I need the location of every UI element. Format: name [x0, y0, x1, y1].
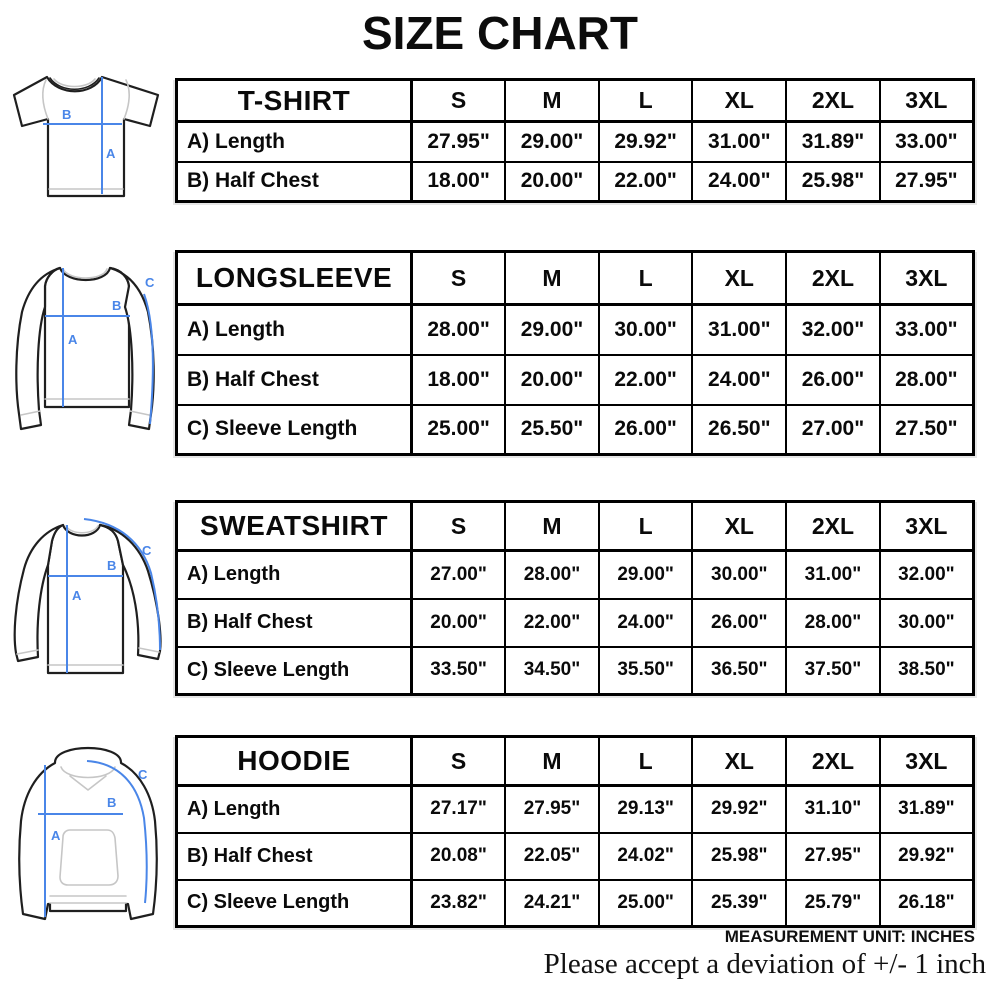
size-header: M: [505, 737, 599, 786]
measurement-label: C) Sleeve Length: [177, 647, 412, 695]
measurement-value: 20.00": [505, 355, 599, 405]
measurement-value: 18.00": [412, 162, 506, 202]
size-header: XL: [692, 502, 786, 551]
measurement-value: 29.00": [505, 122, 599, 162]
size-header: S: [412, 80, 506, 122]
size-table: [175, 500, 975, 696]
measurement-label: A) Length: [177, 786, 412, 833]
measurement-value: 27.95": [412, 122, 506, 162]
measurement-label: A) Length: [177, 305, 412, 355]
size-header: S: [412, 502, 506, 551]
size-header: 3XL: [880, 80, 974, 122]
size-header: M: [505, 252, 599, 305]
sweatshirt-size-table-wrap: [175, 500, 975, 696]
size-table: [175, 78, 975, 203]
measurement-value: 24.00": [599, 599, 693, 647]
measurement-label: B) Half Chest: [177, 355, 412, 405]
measurement-value: 30.00": [692, 551, 786, 599]
size-header-row: [177, 252, 974, 305]
table-row: [177, 405, 974, 455]
measurement-unit-note: MEASUREMENT UNIT: INCHES: [724, 927, 975, 946]
measurement-value: 31.89": [786, 122, 880, 162]
hoodie-size-table-wrap: [175, 735, 975, 928]
measurement-value: 26.00": [692, 599, 786, 647]
size-header: 2XL: [786, 80, 880, 122]
measure-label-a: A: [72, 588, 82, 603]
size-header: L: [599, 252, 693, 305]
measurement-value: 37.50": [786, 647, 880, 695]
measurement-value: 33.00": [880, 305, 974, 355]
measurement-value: 28.00": [786, 599, 880, 647]
measurement-value: 24.02": [599, 833, 693, 880]
measurement-value: 36.50": [692, 647, 786, 695]
measurement-value: 33.00": [880, 122, 974, 162]
measurement-label: A) Length: [177, 551, 412, 599]
size-header: 3XL: [880, 252, 974, 305]
measurement-value: 18.00": [412, 355, 506, 405]
measure-label-b: B: [107, 558, 117, 573]
measure-label-c: C: [138, 767, 148, 782]
table-row: [177, 551, 974, 599]
measurement-label: B) Half Chest: [177, 833, 412, 880]
measurement-value: 29.92": [692, 786, 786, 833]
measurement-value: 34.50": [505, 647, 599, 695]
measure-label-b: B: [112, 298, 122, 313]
measurement-value: 20.00": [412, 599, 506, 647]
measurement-value: 29.00": [599, 551, 693, 599]
measurement-value: 22.00": [505, 599, 599, 647]
measurement-label: C) Sleeve Length: [177, 880, 412, 927]
size-header: 2XL: [786, 502, 880, 551]
measurement-value: 24.00": [692, 162, 786, 202]
measurement-value: 27.00": [412, 551, 506, 599]
size-header: M: [505, 502, 599, 551]
measure-label-c: C: [145, 275, 155, 290]
measurement-label: B) Half Chest: [177, 162, 412, 202]
measurement-value: 28.00": [412, 305, 506, 355]
size-header: 2XL: [786, 252, 880, 305]
measurement-value: 25.98": [692, 833, 786, 880]
size-header: L: [599, 502, 693, 551]
sweatshirt-diagram-icon: [0, 503, 178, 685]
hoodie-diagram-icon: [8, 733, 168, 928]
measure-label-a: A: [51, 828, 61, 843]
measurement-value: 24.21": [505, 880, 599, 927]
measurement-value: 20.00": [505, 162, 599, 202]
tshirt-size-table-wrap: [175, 78, 975, 203]
measurement-value: 31.00": [692, 122, 786, 162]
measurement-value: 22.00": [599, 355, 693, 405]
measurement-value: 32.00": [786, 305, 880, 355]
measurement-value: 24.00": [692, 355, 786, 405]
tshirt-diagram-icon: [8, 68, 168, 208]
measurement-value: 25.98": [786, 162, 880, 202]
measurement-value: 25.00": [599, 880, 693, 927]
measure-label-a: A: [68, 332, 78, 347]
hoodie-diagram-icon: [8, 733, 168, 928]
measurement-value: 30.00": [599, 305, 693, 355]
table-row: [177, 786, 974, 833]
size-header: M: [505, 80, 599, 122]
size-table: [175, 735, 975, 928]
tshirt-diagram-icon: [8, 68, 168, 208]
measure-label-b: B: [107, 795, 117, 810]
size-header-row: [177, 737, 974, 786]
table-row: [177, 162, 974, 202]
garment-name: LONGSLEEVE: [177, 252, 412, 305]
garment-name: SWEATSHIRT: [177, 502, 412, 551]
table-row: [177, 647, 974, 695]
size-table: [175, 250, 975, 456]
measure-label-b: B: [62, 107, 72, 122]
garment-name: HOODIE: [177, 737, 412, 786]
table-row: [177, 833, 974, 880]
size-header: 3XL: [880, 502, 974, 551]
measurement-value: 29.00": [505, 305, 599, 355]
sweatshirt-diagram-icon: [0, 503, 178, 685]
size-header-row: [177, 502, 974, 551]
measurement-value: 27.00": [786, 405, 880, 455]
size-header: L: [599, 737, 693, 786]
measurement-value: 27.50": [880, 405, 974, 455]
measurement-value: 20.08": [412, 833, 506, 880]
size-header: S: [412, 737, 506, 786]
size-header: 2XL: [786, 737, 880, 786]
longsleeve-diagram-icon: [2, 252, 172, 442]
measurement-value: 28.00": [880, 355, 974, 405]
measurement-value: 23.82": [412, 880, 506, 927]
size-header: L: [599, 80, 693, 122]
measure-label-c: C: [142, 543, 152, 558]
measurement-value: 29.13": [599, 786, 693, 833]
size-header-row: [177, 80, 974, 122]
measurement-value: 31.89": [880, 786, 974, 833]
page-title: SIZE CHART: [362, 7, 638, 59]
measurement-value: 26.00": [786, 355, 880, 405]
measurement-value: 28.00": [505, 551, 599, 599]
measurement-value: 33.50": [412, 647, 506, 695]
measurement-value: 35.50": [599, 647, 693, 695]
measurement-value: 26.50": [692, 405, 786, 455]
measurement-value: 29.92": [599, 122, 693, 162]
size-header: XL: [692, 80, 786, 122]
measurement-value: 27.95": [880, 162, 974, 202]
size-header: S: [412, 252, 506, 305]
measurement-value: 27.17": [412, 786, 506, 833]
measurement-value: 22.05": [505, 833, 599, 880]
measurement-value: 25.39": [692, 880, 786, 927]
measurement-label: B) Half Chest: [177, 599, 412, 647]
measurement-value: 29.92": [880, 833, 974, 880]
measurement-label: C) Sleeve Length: [177, 405, 412, 455]
measurement-value: 27.95": [786, 833, 880, 880]
measurement-value: 32.00": [880, 551, 974, 599]
table-row: [177, 122, 974, 162]
measurement-value: 31.00": [692, 305, 786, 355]
measurement-value: 38.50": [880, 647, 974, 695]
deviation-note: Please accept a deviation of +/- 1 inch: [543, 948, 986, 980]
measurement-value: 22.00": [599, 162, 693, 202]
measure-label-a: A: [106, 146, 116, 161]
table-row: [177, 880, 974, 927]
table-row: [177, 305, 974, 355]
measurement-value: 31.10": [786, 786, 880, 833]
size-header: 3XL: [880, 737, 974, 786]
garment-name: T-SHIRT: [177, 80, 412, 122]
size-header: XL: [692, 252, 786, 305]
measurement-value: 25.50": [505, 405, 599, 455]
longsleeve-diagram-icon: [2, 252, 172, 442]
longsleeve-size-table-wrap: [175, 250, 975, 456]
measurement-value: 27.95": [505, 786, 599, 833]
table-row: [177, 599, 974, 647]
measurement-value: 30.00": [880, 599, 974, 647]
measurement-value: 26.18": [880, 880, 974, 927]
table-row: [177, 355, 974, 405]
measurement-value: 25.00": [412, 405, 506, 455]
measurement-value: 31.00": [786, 551, 880, 599]
measurement-value: 26.00": [599, 405, 693, 455]
measurement-value: 25.79": [786, 880, 880, 927]
size-header: XL: [692, 737, 786, 786]
measurement-label: A) Length: [177, 122, 412, 162]
